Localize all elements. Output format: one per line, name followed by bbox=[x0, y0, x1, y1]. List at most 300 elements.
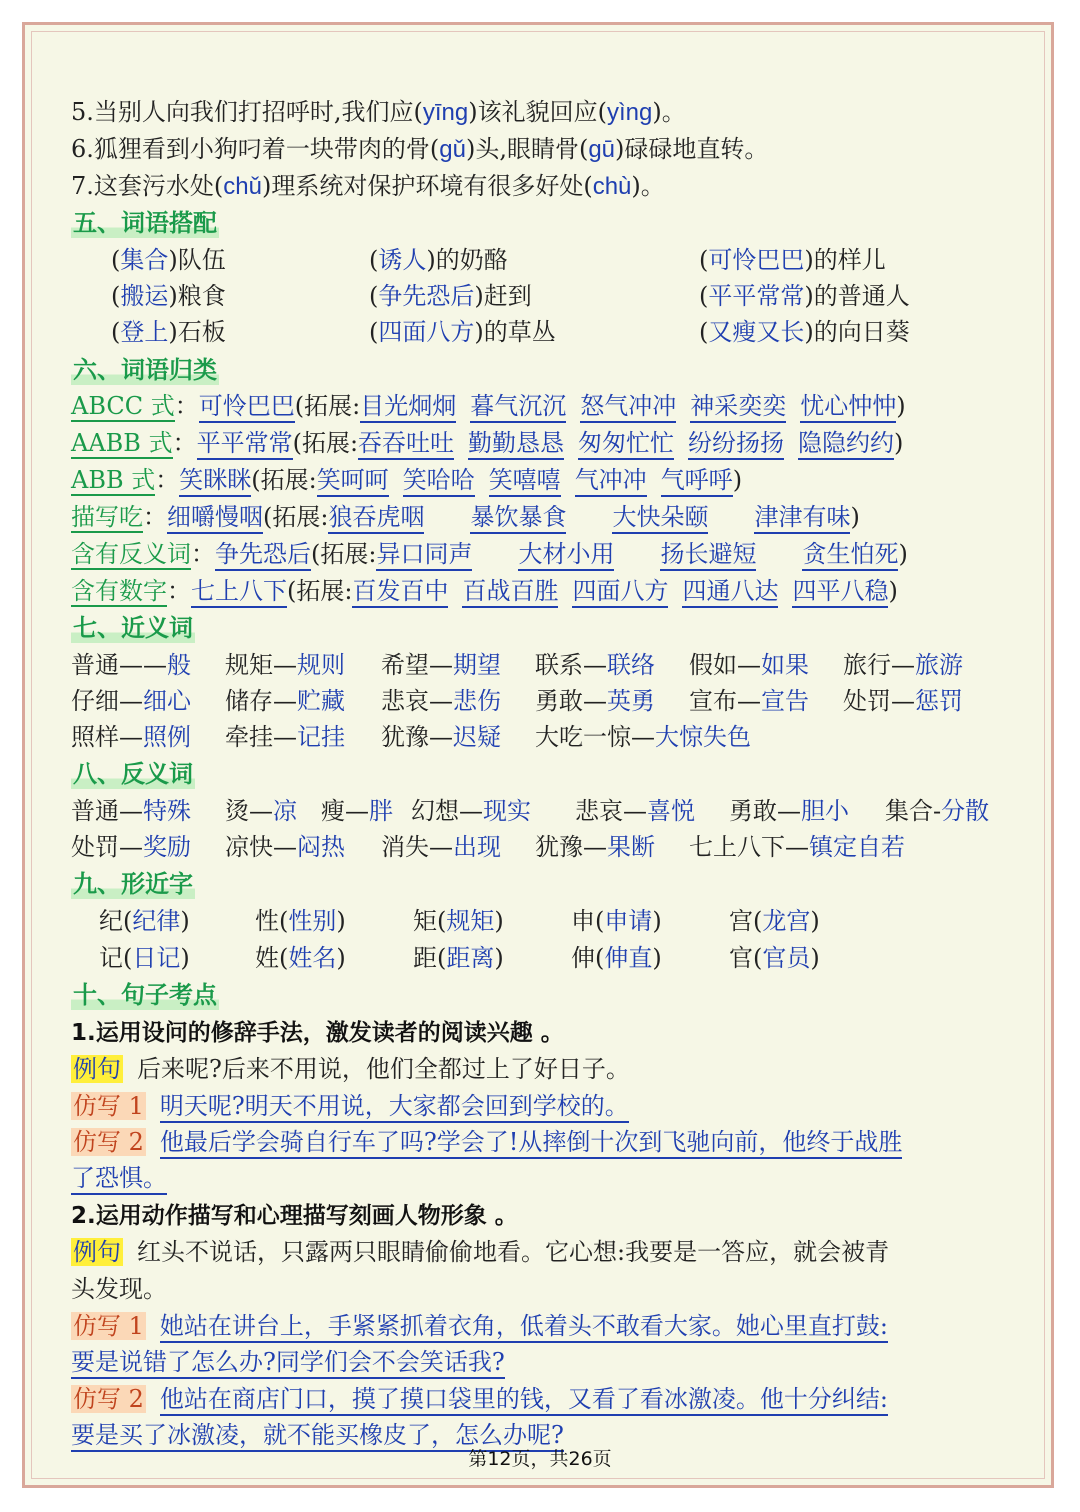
synonym-pair bbox=[71, 650, 191, 680]
dash: — bbox=[583, 833, 607, 861]
extension-word: 异口同声 bbox=[376, 540, 472, 571]
imitation-sentence-cont bbox=[71, 1347, 505, 1377]
bracket: ) bbox=[652, 907, 662, 935]
similar-char bbox=[255, 906, 346, 936]
ext-label: (拓展: bbox=[292, 429, 359, 457]
example-word: 日记 bbox=[132, 944, 181, 972]
classify-row bbox=[71, 465, 742, 495]
word-match-item bbox=[699, 245, 886, 275]
antonym: 胖 bbox=[369, 797, 393, 825]
synonym: 悲伤 bbox=[453, 687, 501, 715]
word: 旅行 bbox=[843, 651, 891, 679]
category-word: 可怜巴巴 bbox=[199, 392, 295, 423]
antonym: 现实 bbox=[483, 797, 531, 825]
antonym-pair bbox=[575, 796, 695, 826]
bracket: ) bbox=[494, 907, 504, 935]
bracket: ( bbox=[279, 907, 289, 935]
dash: — bbox=[583, 687, 607, 715]
imitation-text: 她站在讲台上，手紧紧抓着衣角，低着头不敢看大家。她心里直打鼓: bbox=[160, 1312, 888, 1343]
ext-label: (拓展: bbox=[263, 503, 329, 531]
char: 记 bbox=[99, 944, 123, 972]
antonym: 闷热 bbox=[297, 833, 345, 861]
bracket: ) bbox=[732, 466, 743, 494]
extension-word: 气呼呼 bbox=[661, 466, 733, 497]
classify-row bbox=[71, 391, 906, 421]
extension-word: 怒气冲冲 bbox=[580, 392, 676, 423]
synonym: 规则 bbox=[297, 651, 345, 679]
dash: — bbox=[249, 797, 273, 825]
bracket: ( bbox=[369, 246, 379, 274]
char: 宫 bbox=[729, 907, 753, 935]
bracket: ( bbox=[437, 944, 447, 972]
imitation-tag: 仿写 2 bbox=[73, 1128, 144, 1156]
word: 悲哀 bbox=[575, 797, 623, 825]
sentence-text: )。 bbox=[631, 172, 665, 200]
word: 勇敢 bbox=[535, 687, 583, 715]
char: 纪 bbox=[99, 907, 123, 935]
extension-word: 笑嘻嘻 bbox=[489, 466, 561, 497]
word: 照样 bbox=[71, 723, 119, 751]
word: 处罚 bbox=[71, 833, 119, 861]
category-label: ABB 式 bbox=[71, 466, 156, 494]
example-sentence-cont bbox=[71, 1274, 167, 1304]
word: 犹豫 bbox=[381, 723, 429, 751]
similar-char bbox=[413, 906, 504, 936]
word: 储存 bbox=[225, 687, 273, 715]
colon: ： bbox=[155, 466, 180, 494]
bracket: ( bbox=[123, 907, 133, 935]
antonym-pair bbox=[729, 796, 849, 826]
bracket: ) bbox=[810, 907, 820, 935]
answer-word: 争先恐后 bbox=[378, 282, 475, 310]
bracket: ( bbox=[699, 282, 709, 310]
section-heading-10: 十、句子考点 bbox=[73, 980, 217, 1009]
char: 矩 bbox=[413, 907, 437, 935]
similar-char bbox=[571, 906, 662, 936]
bracket: ( bbox=[111, 282, 121, 310]
word: 牵挂 bbox=[225, 723, 273, 751]
dash: — bbox=[785, 833, 809, 861]
imitation-sentence bbox=[71, 1384, 888, 1414]
bracket: ( bbox=[699, 318, 709, 346]
extension-word: 纷纷扬扬 bbox=[688, 429, 784, 460]
example-word: 姓名 bbox=[288, 944, 337, 972]
example-sentence bbox=[71, 1054, 630, 1084]
word-match-item bbox=[369, 317, 556, 347]
char: 距 bbox=[413, 944, 437, 972]
word: 仔细 bbox=[71, 687, 119, 715]
dash: — bbox=[273, 687, 297, 715]
char: 姓 bbox=[255, 944, 279, 972]
pinyin: yīng bbox=[422, 99, 469, 126]
sentence-text: )理系统对保护环境有很多好处( bbox=[261, 172, 593, 200]
ext-label: (拓展: bbox=[287, 577, 353, 605]
bracket: ) bbox=[804, 282, 814, 310]
similar-char bbox=[99, 906, 190, 936]
word: 假如 bbox=[689, 651, 737, 679]
imitation-tag: 仿写 2 bbox=[73, 1385, 144, 1413]
antonym-pair bbox=[411, 796, 531, 826]
dash: — bbox=[273, 833, 297, 861]
synonym: 记挂 bbox=[297, 723, 345, 751]
dash: — bbox=[623, 797, 647, 825]
char: 官 bbox=[729, 944, 753, 972]
answer-word: 诱人 bbox=[378, 246, 427, 274]
category-label: 含有数字 bbox=[71, 577, 167, 605]
dash: — bbox=[583, 651, 607, 679]
classify-row bbox=[71, 428, 903, 458]
synonym-pair bbox=[689, 650, 809, 680]
word: 烫 bbox=[225, 797, 249, 825]
antonym: 奖励 bbox=[143, 833, 191, 861]
bracket: ( bbox=[123, 944, 133, 972]
category-label: 描写吃 bbox=[71, 503, 143, 531]
example-text: 红头不说话，只露两只眼睛偷偷地看。它心想:我要是一答应，就会被青 bbox=[137, 1238, 890, 1266]
antonym-pair bbox=[381, 832, 501, 862]
bracket: ( bbox=[595, 944, 605, 972]
dash: — bbox=[891, 687, 915, 715]
example-word: 申请 bbox=[604, 907, 653, 935]
classify-row bbox=[71, 576, 898, 606]
example-word: 距离 bbox=[446, 944, 495, 972]
bracket: ) bbox=[888, 577, 898, 605]
example-tag: 例句 bbox=[73, 1055, 121, 1083]
synonym: 般 bbox=[167, 651, 191, 679]
antonym-pair bbox=[885, 796, 989, 826]
imitation-sentence bbox=[71, 1311, 888, 1341]
synonym-pair bbox=[225, 650, 345, 680]
imitation-text: 明天呢?明天不用说，大家都会回到学校的。 bbox=[160, 1092, 629, 1123]
answer-word: 可怜巴巴 bbox=[708, 246, 805, 274]
synonym-pair bbox=[843, 686, 963, 716]
extension-word: 暮气沉沉 bbox=[470, 392, 566, 423]
extension-word: 目光炯炯 bbox=[360, 392, 456, 423]
bracket: ) bbox=[168, 318, 178, 346]
synonym-pair bbox=[381, 722, 501, 752]
antonym: 凉 bbox=[273, 797, 297, 825]
dash: — bbox=[273, 723, 297, 751]
dash: — bbox=[777, 797, 801, 825]
similar-char bbox=[99, 943, 190, 973]
fixed-word: 的奶酪 bbox=[435, 246, 508, 274]
pinyin-sentence bbox=[71, 97, 686, 128]
synonym-pair bbox=[843, 650, 963, 680]
pinyin: gǔ bbox=[439, 136, 466, 163]
imitation-text: 要是说错了怎么办?同学们会不会笑话我? bbox=[71, 1348, 505, 1379]
synonym: 宣告 bbox=[761, 687, 809, 715]
synonym-pair bbox=[689, 686, 809, 716]
imitation-text: 他最后学会骑自行车了吗?学会了!从摔倒十次到飞驰向前，他终于战胜 bbox=[160, 1128, 903, 1159]
colon: ： bbox=[143, 503, 167, 531]
extension-word: 扬长避短 bbox=[660, 540, 756, 571]
synonym: 细心 bbox=[143, 687, 191, 715]
bracket: ) bbox=[494, 944, 504, 972]
classify-row bbox=[71, 539, 908, 569]
category-word: 平平常常 bbox=[197, 429, 293, 460]
ext-label: (拓展: bbox=[294, 392, 361, 420]
synonym: 联络 bbox=[607, 651, 655, 679]
extension-word: 四平八稳 bbox=[792, 577, 888, 608]
synonym-pair bbox=[225, 686, 345, 716]
bracket: ) bbox=[168, 246, 178, 274]
antonym: 喜悦 bbox=[647, 797, 695, 825]
sentence-text: )。 bbox=[652, 98, 686, 126]
antonym-pair bbox=[71, 832, 191, 862]
answer-word: 又瘦又长 bbox=[708, 318, 805, 346]
synonym-pair bbox=[381, 650, 501, 680]
dash: —— bbox=[119, 651, 167, 679]
dash: — bbox=[429, 833, 453, 861]
colon: ： bbox=[174, 392, 199, 420]
category-word: 细嚼慢咽 bbox=[167, 503, 263, 534]
extension-word: 神采奕奕 bbox=[690, 392, 786, 423]
word-match-item bbox=[111, 281, 226, 311]
word: 宣布 bbox=[689, 687, 737, 715]
similar-char bbox=[571, 943, 662, 973]
antonym-pair bbox=[535, 832, 655, 862]
example-word: 官员 bbox=[762, 944, 811, 972]
imitation-tag: 仿写 1 bbox=[73, 1092, 144, 1120]
bracket: ) bbox=[896, 392, 906, 420]
bracket: ( bbox=[279, 944, 289, 972]
word: 普通 bbox=[71, 651, 119, 679]
fixed-word: 的普通人 bbox=[813, 282, 910, 310]
word-match-item bbox=[369, 281, 532, 311]
dash: — bbox=[459, 797, 483, 825]
bracket: ( bbox=[753, 907, 763, 935]
bracket: ( bbox=[369, 282, 379, 310]
example-sentence bbox=[71, 1237, 889, 1267]
extension-word: 大快朵颐 bbox=[612, 503, 708, 534]
section-heading-7: 七、近义词 bbox=[73, 613, 193, 642]
extension-word: 暴饮暴食 bbox=[470, 503, 566, 534]
fixed-word: 石板 bbox=[177, 318, 226, 346]
fixed-word: 的草丛 bbox=[483, 318, 556, 346]
dash: — bbox=[891, 651, 915, 679]
word-match-item bbox=[111, 245, 226, 275]
synonym: 如果 bbox=[761, 651, 809, 679]
answer-word: 四面八方 bbox=[378, 318, 475, 346]
extension-word: 气冲冲 bbox=[575, 466, 647, 497]
bracket: ) bbox=[336, 907, 346, 935]
antonym-pair bbox=[689, 832, 905, 862]
word-match-item bbox=[699, 317, 910, 347]
antonym: 镇定自若 bbox=[809, 833, 905, 861]
extension-word: 贪生怕死 bbox=[802, 540, 898, 571]
word: 联系 bbox=[535, 651, 583, 679]
sentence-point-title bbox=[71, 1200, 518, 1231]
fixed-word: 队伍 bbox=[177, 246, 226, 274]
antonym-pair bbox=[71, 796, 191, 826]
category-label: AABB 式 bbox=[71, 429, 173, 457]
colon: ： bbox=[191, 540, 215, 568]
extension-word: 大材小用 bbox=[518, 540, 614, 571]
dash: — bbox=[273, 651, 297, 679]
synonym: 旅游 bbox=[915, 651, 963, 679]
example-text: 后来呢?后来不用说，他们全都过上了好日子。 bbox=[137, 1055, 630, 1083]
antonym: 果断 bbox=[607, 833, 655, 861]
extension-word: 四面八方 bbox=[572, 577, 668, 608]
bracket: ) bbox=[804, 318, 814, 346]
category-label: 含有反义词 bbox=[71, 540, 191, 568]
extension-word: 笑呵呵 bbox=[317, 466, 389, 497]
extension-word: 百战百胜 bbox=[462, 577, 558, 608]
dash: — bbox=[737, 651, 761, 679]
extension-word: 隐隐约约 bbox=[798, 429, 894, 460]
word: 幻想 bbox=[411, 797, 459, 825]
word-match-item bbox=[699, 281, 910, 311]
word: 瘦 bbox=[321, 797, 345, 825]
sentence-text: )该礼貌回应( bbox=[468, 98, 607, 126]
classify-row bbox=[71, 502, 860, 532]
synonym: 迟疑 bbox=[453, 723, 501, 751]
synonym: 贮藏 bbox=[297, 687, 345, 715]
ext-label: (拓展: bbox=[251, 466, 317, 494]
fixed-word: 的向日葵 bbox=[813, 318, 910, 346]
extension-word: 勤勤恳恳 bbox=[468, 429, 564, 460]
example-word: 性别 bbox=[288, 907, 337, 935]
answer-word: 登上 bbox=[120, 318, 169, 346]
synonym-pair bbox=[535, 686, 655, 716]
pinyin: chǔ bbox=[223, 173, 262, 200]
synonym-pair bbox=[535, 722, 751, 752]
extension-word: 百发百中 bbox=[352, 577, 448, 608]
synonym-pair bbox=[535, 650, 655, 680]
antonym-pair bbox=[225, 832, 345, 862]
section-heading-5: 五、词语搭配 bbox=[73, 208, 217, 237]
synonym: 照例 bbox=[143, 723, 191, 751]
dash: — bbox=[429, 651, 453, 679]
imitation-tag: 仿写 1 bbox=[73, 1312, 144, 1340]
similar-char bbox=[413, 943, 504, 973]
dash: - bbox=[933, 797, 942, 825]
similar-char bbox=[729, 906, 820, 936]
extension-word: 狼吞虎咽 bbox=[328, 503, 424, 534]
word-match-item bbox=[111, 317, 226, 347]
bracket: ( bbox=[111, 318, 121, 346]
bracket: ) bbox=[180, 944, 190, 972]
imitation-sentence bbox=[71, 1127, 902, 1157]
section-heading-6: 六、词语归类 bbox=[73, 355, 217, 384]
dash: — bbox=[429, 687, 453, 715]
imitation-text: 他站在商店门口，摸了摸口袋里的钱，又看了看冰激凌。他十分纠结: bbox=[160, 1385, 888, 1416]
char: 伸 bbox=[571, 944, 595, 972]
word: 犹豫 bbox=[535, 833, 583, 861]
sentence-text: 7.这套污水处( bbox=[71, 172, 224, 200]
synonym: 期望 bbox=[453, 651, 501, 679]
word-match-item bbox=[369, 245, 508, 275]
dash: — bbox=[345, 797, 369, 825]
synonym-pair bbox=[381, 686, 501, 716]
bracket: ) bbox=[474, 318, 484, 346]
fixed-word: 赶到 bbox=[483, 282, 532, 310]
antonym: 胆小 bbox=[801, 797, 849, 825]
imitation-sentence bbox=[71, 1091, 629, 1121]
bracket: ( bbox=[595, 907, 605, 935]
word: 规矩 bbox=[225, 651, 273, 679]
bracket: ) bbox=[180, 907, 190, 935]
synonym: 惩罚 bbox=[915, 687, 963, 715]
bracket: ) bbox=[168, 282, 178, 310]
synonym-pair bbox=[225, 722, 345, 752]
bracket: ( bbox=[437, 907, 447, 935]
document-page bbox=[22, 22, 1054, 1488]
section-heading-9: 九、形近字 bbox=[73, 869, 193, 898]
category-word: 争先恐后 bbox=[215, 540, 311, 571]
similar-char bbox=[255, 943, 346, 973]
antonym-pair bbox=[225, 796, 297, 826]
bracket: ) bbox=[894, 429, 904, 457]
colon: ： bbox=[167, 577, 191, 605]
dash: — bbox=[119, 797, 143, 825]
category-word: 笑眯眯 bbox=[179, 466, 251, 497]
pinyin: chù bbox=[592, 173, 632, 200]
example-text: 头发现。 bbox=[71, 1275, 167, 1303]
point-title: 2.运用动作描写和心理描写刻画人物形象 。 bbox=[71, 1203, 518, 1229]
bracket: ) bbox=[426, 246, 436, 274]
page-number: 第12页，共26页 bbox=[468, 1448, 612, 1470]
word: 集合 bbox=[885, 797, 933, 825]
pinyin-sentence bbox=[71, 134, 768, 165]
char: 申 bbox=[571, 907, 595, 935]
category-word: 七上八下 bbox=[191, 577, 287, 608]
char: 性 bbox=[255, 907, 279, 935]
word: 悲哀 bbox=[381, 687, 429, 715]
sentence-text: 6.狐狸看到小狗叼着一块带肉的骨( bbox=[71, 135, 440, 163]
bracket: ) bbox=[810, 944, 820, 972]
dash: — bbox=[737, 687, 761, 715]
answer-word: 搬运 bbox=[120, 282, 169, 310]
antonym-pair bbox=[321, 796, 393, 826]
example-word: 规矩 bbox=[446, 907, 495, 935]
example-word: 伸直 bbox=[604, 944, 653, 972]
dash: — bbox=[119, 833, 143, 861]
sentence-text: 5.当别人向我们打招呼时,我们应( bbox=[71, 98, 423, 126]
bracket: ) bbox=[336, 944, 346, 972]
imitation-text: 要是买了冰激凌，就不能买橡皮了，怎么办呢? bbox=[71, 1421, 564, 1452]
bracket: ( bbox=[699, 246, 709, 274]
answer-word: 平平常常 bbox=[708, 282, 805, 310]
similar-char bbox=[729, 943, 820, 973]
synonym-pair bbox=[71, 686, 191, 716]
word: 凉快 bbox=[225, 833, 273, 861]
imitation-sentence-cont bbox=[71, 1163, 167, 1193]
bracket: ) bbox=[652, 944, 662, 972]
word: 消失 bbox=[381, 833, 429, 861]
fixed-word: 粮食 bbox=[177, 282, 226, 310]
synonym: 英勇 bbox=[607, 687, 655, 715]
sentence-text: )头,眼睛骨( bbox=[465, 135, 589, 163]
dash: — bbox=[119, 687, 143, 715]
pinyin: gū bbox=[588, 136, 616, 163]
word: 大吃一惊 bbox=[535, 723, 631, 751]
bracket: ) bbox=[898, 540, 908, 568]
example-tag: 例句 bbox=[73, 1238, 121, 1266]
word: 普通 bbox=[71, 797, 119, 825]
pinyin: yìng bbox=[607, 99, 653, 126]
example-word: 龙宫 bbox=[762, 907, 811, 935]
bracket: ( bbox=[753, 944, 763, 972]
pinyin-sentence bbox=[71, 171, 665, 202]
example-word: 纪律 bbox=[132, 907, 181, 935]
answer-word: 集合 bbox=[120, 246, 169, 274]
antonym: 特殊 bbox=[143, 797, 191, 825]
synonym: 大惊失色 bbox=[655, 723, 751, 751]
imitation-text: 了恐惧。 bbox=[71, 1164, 167, 1195]
section-heading-8: 八、反义词 bbox=[73, 759, 193, 788]
synonym-pair bbox=[71, 722, 191, 752]
bracket: ) bbox=[804, 246, 814, 274]
